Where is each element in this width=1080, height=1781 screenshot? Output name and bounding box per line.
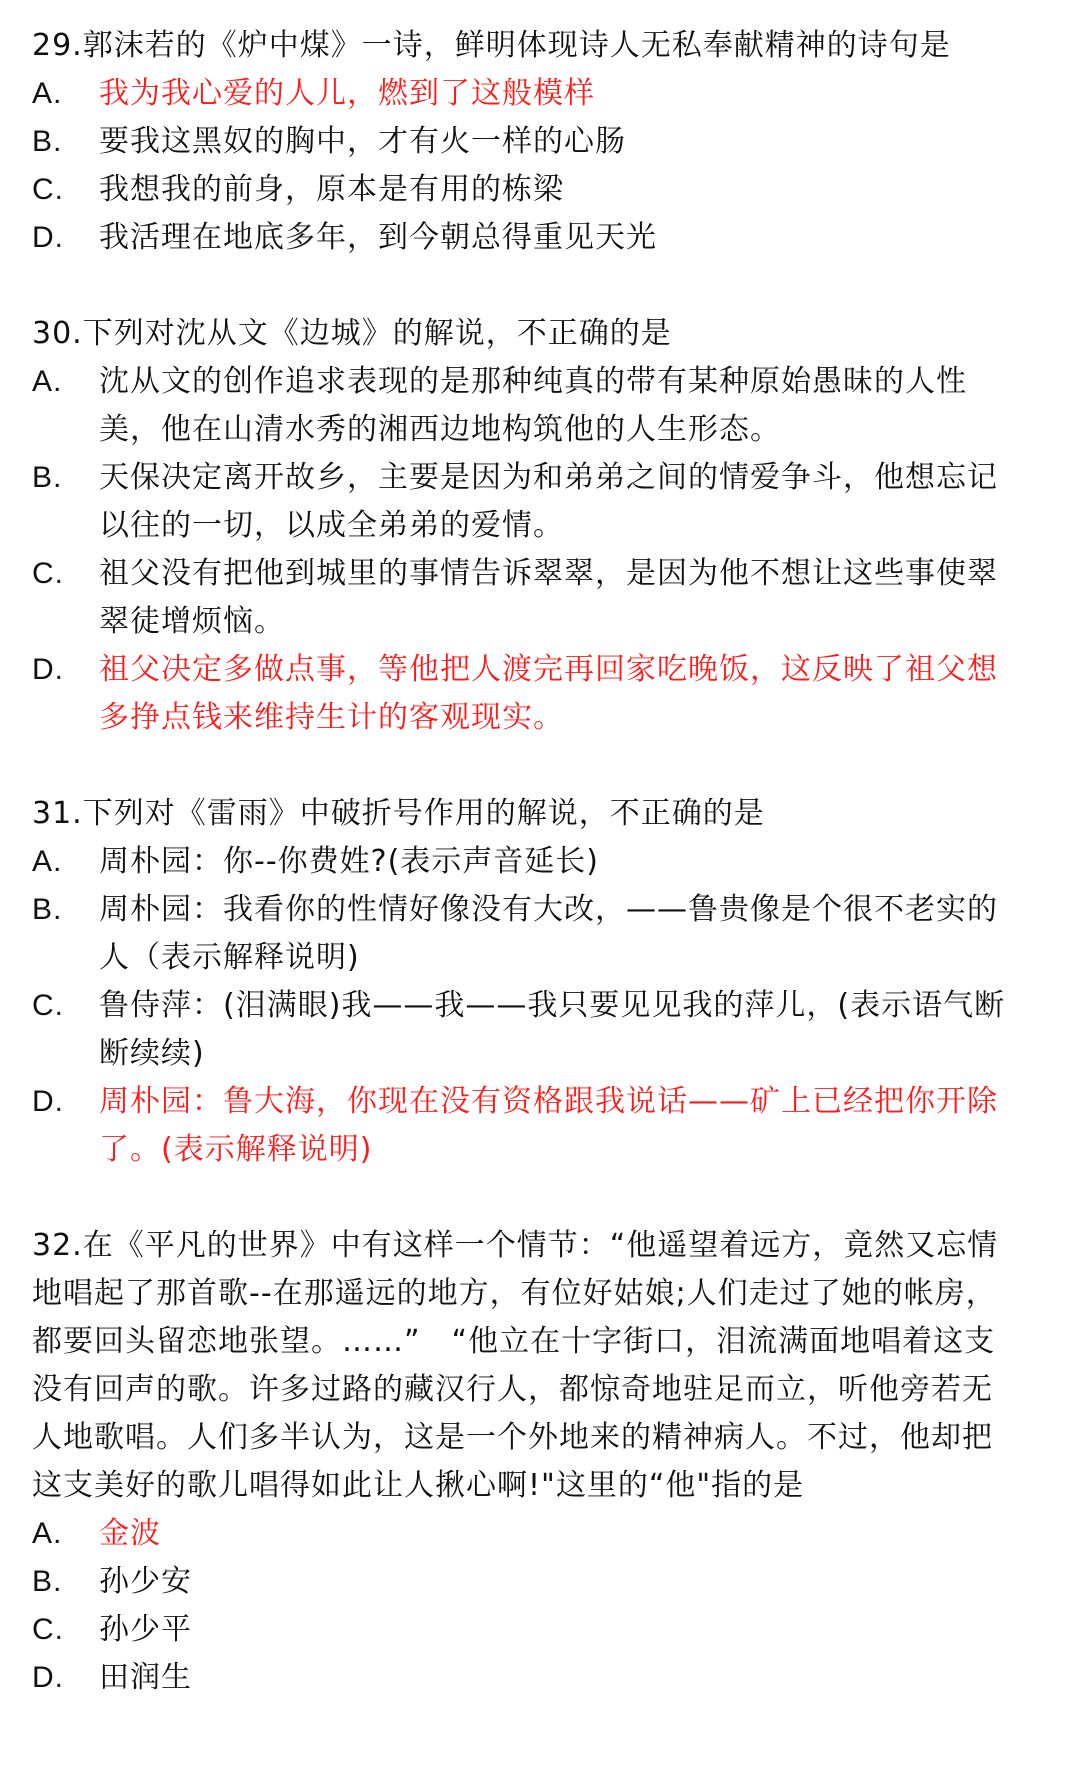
option-letter: A. — [32, 365, 63, 398]
option-letter: C. — [32, 1613, 64, 1646]
option-letter: B. — [32, 461, 63, 494]
option-text: 孙少平 — [99, 1612, 192, 1647]
option-text: 祖父决定多做点事，等他把人渡完再回家吃晚饭，这反映了祖父想多挣点钱来维持生计的客观现实。 — [99, 652, 998, 735]
question-31 — [32, 790, 1022, 1174]
option-text: 天保决定离开故乡，主要是因为和弟弟之间的情爱争斗，他想忘记以往的一切，以成全弟弟的爱情。 — [99, 460, 998, 543]
question-32 — [32, 1222, 1022, 1702]
question-stem: 29.郭沫若的《炉中煤》一诗，鲜明体现诗人无私奉献精神的诗句是 — [32, 28, 951, 63]
option-letter: C. — [32, 557, 64, 590]
option-text: 孙少安 — [99, 1564, 192, 1599]
option-text: 我想我的前身，原本是有用的栋梁 — [99, 172, 564, 207]
option-c — [32, 166, 1022, 214]
option-b — [32, 886, 1022, 982]
option-c — [32, 982, 1022, 1078]
option-text: 沈从文的创作追求表现的是那种纯真的带有某种原始愚昧的人性美，他在山清水秀的湘西边地构筑他的人生形态。 — [99, 364, 967, 447]
option-letter: B. — [32, 893, 63, 926]
option-text: 金波 — [99, 1516, 161, 1551]
option-a — [32, 70, 1022, 118]
option-c — [32, 550, 1022, 646]
option-text: 周朴园：我看你的性情好像没有大改，——鲁贵像是个很不老实的人（表示解释说明) — [99, 892, 998, 975]
option-d — [32, 1654, 1022, 1702]
option-a — [32, 358, 1022, 454]
option-b — [32, 118, 1022, 166]
option-d — [32, 1078, 1022, 1174]
option-letter: B. — [32, 125, 63, 158]
option-letter: A. — [32, 77, 63, 110]
option-b — [32, 454, 1022, 550]
option-d — [32, 646, 1022, 742]
option-letter: A. — [32, 845, 63, 878]
option-letter: B. — [32, 1565, 63, 1598]
option-a — [32, 838, 1022, 886]
option-text: 要我这黑奴的胸中，才有火一样的心肠 — [99, 124, 626, 159]
option-letter: D. — [32, 653, 64, 686]
question-stem: 30.下列对沈从文《边城》的解说，不正确的是 — [32, 316, 672, 351]
option-d — [32, 214, 1022, 262]
option-b — [32, 1558, 1022, 1606]
option-text: 周朴园：鲁大海，你现在没有资格跟我说话——矿上已经把你开除了。(表示解释说明) — [99, 1084, 998, 1167]
option-letter: C. — [32, 173, 64, 206]
option-text: 鲁侍萍：(泪满眼)我——我——我只要见见我的萍儿，(表示语气断断续续) — [99, 988, 1006, 1071]
option-letter: D. — [32, 1661, 64, 1694]
question-stem: 31.下列对《雷雨》中破折号作用的解说，不正确的是 — [32, 796, 765, 831]
option-letter: A. — [32, 1517, 63, 1550]
option-text: 田润生 — [99, 1660, 192, 1695]
option-letter: D. — [32, 1085, 64, 1118]
question-29 — [32, 22, 1022, 262]
question-stem: 32.在《平凡的世界》中有这样一个情节：“他遥望着远方，竟然又忘情地唱起了那首歌--在那遥远的地方，有位好姑娘;人们走过了她的帐房，都要回头留恋地张望。……” “他立在十字街口，泪流满面地唱着这支没有回声的歌。许多过路的藏汉行人，都惊奇地驻足而立，听他旁若无人地歌唱。人们多半认为，这是一个外地来的精神病人。不过，他却把这支美好的歌儿唱得如此让人揪心啊!"这里的“他"指的是 — [32, 1228, 999, 1503]
option-text: 我为我心爱的人儿，燃到了这般模样 — [99, 76, 595, 111]
option-letter: D. — [32, 221, 64, 254]
question-document — [32, 22, 1022, 1750]
question-30 — [32, 310, 1022, 742]
option-letter: C. — [32, 989, 64, 1022]
option-text: 我活理在地底多年，到今朝总得重见天光 — [99, 220, 657, 255]
option-c — [32, 1606, 1022, 1654]
option-text: 祖父没有把他到城里的事情告诉翠翠，是因为他不想让这些事使翠翠徒增烦恼。 — [99, 556, 998, 639]
option-a — [32, 1510, 1022, 1558]
option-text: 周朴园：你--你费姓?(表示声音延长) — [99, 844, 599, 879]
